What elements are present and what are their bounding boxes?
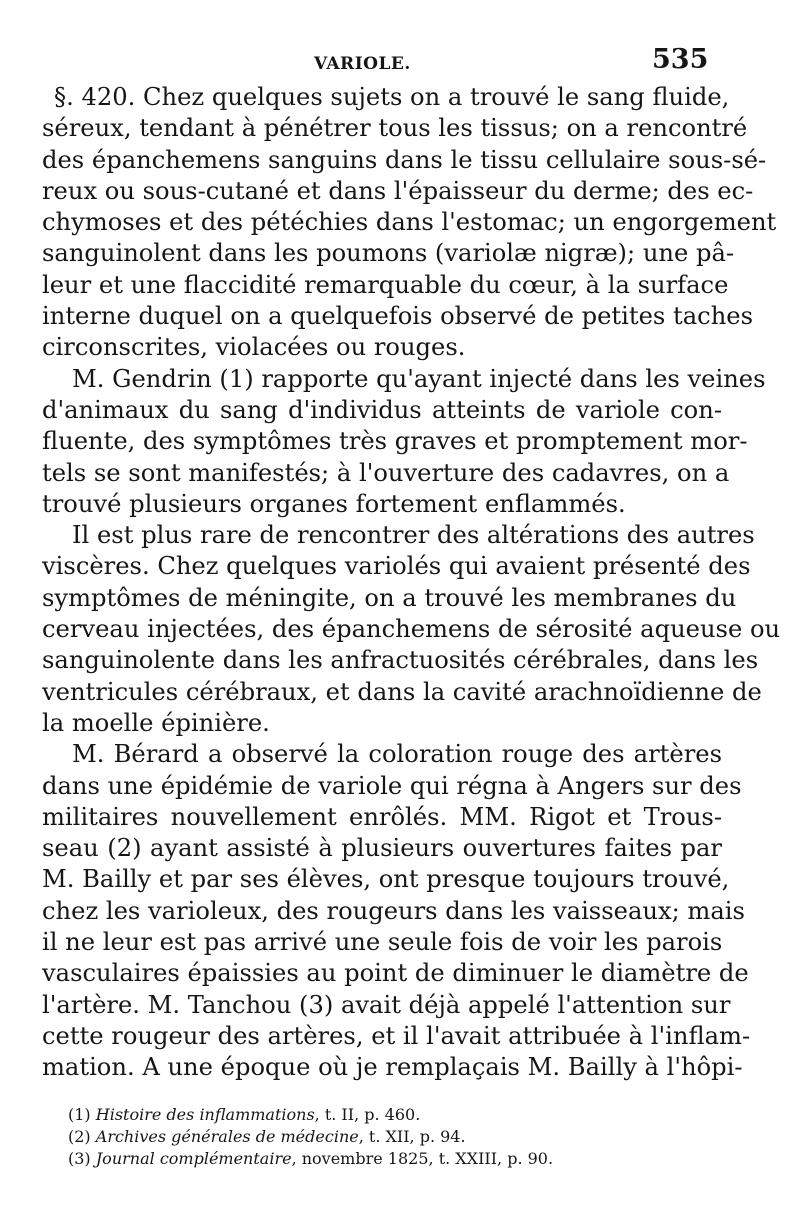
text-line: §. 420. Chez quelques sujets on a trouvé le sang fluide, <box>54 83 730 111</box>
text-line: sanguinolent dans les poumons (variolæ nigræ); une pâ- <box>42 239 735 268</box>
text-line: ventricules cérébraux, et dans la cavité arachnoïdienne de <box>42 677 762 706</box>
text-line: reux ou sous-cutané et dans l'épaisseur du derme; des ec- <box>42 176 754 205</box>
text-line: Il est plus rare de rencontrer des altérations des autres <box>72 521 755 550</box>
text-line: militaires nouvellement enrôlés. MM. Rigot et Trous- <box>42 802 722 831</box>
text-line: viscères. Chez quelques variolés qui avaient présenté des <box>42 552 751 581</box>
footnote-mark: (2) <box>68 1127 91 1146</box>
text-line: l'artère. M. Tanchou (3) avait déjà appelé l'attention sur <box>42 990 731 1019</box>
text-line: leur et une flaccidité remarquable du cœur, à la surface <box>42 270 729 299</box>
text-line: chez les varioleux, des rougeurs dans les vaisseaux; mais <box>42 896 745 925</box>
text-line: fluente, des symptômes très graves et promptement mor- <box>42 427 748 456</box>
text-line: M. Bailly et par ses élèves, ont presque toujours trouvé, <box>42 865 730 894</box>
footnote-title: Archives générales de médecine <box>95 1127 359 1146</box>
footnote-mark: (1) <box>68 1105 91 1124</box>
running-head: VARIOLE. <box>314 54 411 74</box>
text-line: tels se sont manifestés; à l'ouverture des cadavres, on a <box>42 458 730 487</box>
text-line: M. Bérard a observé la coloration rouge des artères <box>72 740 722 769</box>
text-line: symptômes de méningite, on a trouvé les membranes du <box>42 583 737 612</box>
text-line: trouvé plusieurs organes fortement enflammés. <box>42 489 626 518</box>
text-line: séreux, tendant à pénétrer tous les tissus; on a rencontré <box>42 114 748 143</box>
footnote-ref: , t. XII, p. 94. <box>358 1127 466 1146</box>
text-line: M. Gendrin (1) rapporte qu'ayant injecté dans les veines <box>72 364 766 393</box>
text-line: chymoses et des pétéchies dans l'estomac; un engorgement <box>42 208 777 237</box>
footnote-title: Journal complémentaire <box>95 1149 292 1168</box>
text-line: dans une épidémie de variole qui régna à Angers sur des <box>42 771 742 800</box>
body-text <box>42 82 781 1084</box>
text-line: circonscrites, violacées ou rouges. <box>42 333 466 362</box>
footnote-title: Histoire des inflammations <box>95 1105 315 1124</box>
footnote-mark: (3) <box>68 1149 91 1168</box>
footnote <box>68 1104 628 1126</box>
text-line: des épanchemens sanguins dans le tissu cellulaire sous-sé- <box>42 145 767 174</box>
text-line: il ne leur est pas arrivé une seule fois de voir les parois <box>42 928 723 957</box>
footnote <box>68 1148 628 1170</box>
footnote <box>68 1126 628 1148</box>
page-header <box>0 42 800 82</box>
text-line: sanguinolente dans les anfractuosités cérébrales, dans les <box>42 646 759 675</box>
text-line: la moelle épinière. <box>42 708 270 737</box>
text-line: interne duquel on a quelquefois observé de petites taches <box>42 302 753 331</box>
text-line: vasculaires épaissies au point de diminuer le diamètre de <box>42 959 749 988</box>
text-line: cette rougeur des artères, et il l'avait attribuée à l'inflam- <box>42 1021 751 1050</box>
footnote-ref: , novembre 1825, t. XXIII, p. 90. <box>291 1149 554 1168</box>
text-line: mation. A une époque où je remplaçais M. Bailly à l'hôpi- <box>42 1053 743 1082</box>
text-line: seau (2) ayant assisté à plusieurs ouvertures faites par <box>42 834 722 863</box>
footnote-ref: , t. II, p. 460. <box>314 1105 421 1124</box>
page-number: 535 <box>652 44 709 75</box>
text-line: d'animaux du sang d'individus atteints de variole con- <box>42 395 722 424</box>
footnotes <box>68 1104 628 1170</box>
text-line: cerveau injectées, des épanchemens de sérosité aqueuse ou <box>42 615 781 644</box>
